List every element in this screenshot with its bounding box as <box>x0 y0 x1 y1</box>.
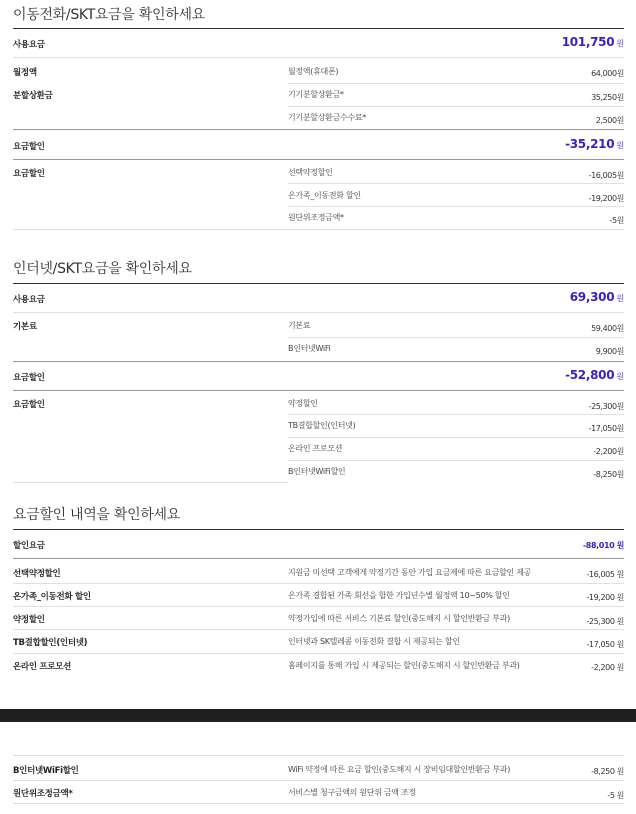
mobile-discount-amount: -5원 <box>609 216 624 225</box>
internet-discount-item: 약정할인 <box>288 399 318 408</box>
divider <box>288 206 624 207</box>
divider <box>288 106 624 107</box>
discount-row-desc: 서비스별 청구금액의 원단위 금액 조정 <box>288 788 416 797</box>
monthly-label: 월정액 <box>13 68 37 78</box>
mobile-discount-sub-label: 요금할인 <box>13 169 45 179</box>
discounts-title: 요금할인 내역을 확인하세요 <box>13 507 180 523</box>
internet-title: 인터넷/SKT요금을 확인하세요 <box>13 261 192 277</box>
divider <box>288 183 624 184</box>
divider <box>288 83 624 84</box>
discount-row-amount: -16,005 원 <box>586 570 624 579</box>
install-amount: 35,250원 <box>591 93 624 102</box>
discount-row-name: 온라인 프로모션 <box>13 662 72 672</box>
internet-discount-amount: -8,250원 <box>593 470 624 479</box>
mobile-usage-label: 사용요금 <box>13 40 45 50</box>
discount-row-amount: -17,050 원 <box>586 640 624 649</box>
divider <box>13 361 624 362</box>
divider <box>13 229 624 230</box>
divider <box>13 312 624 313</box>
divider <box>13 283 624 284</box>
discount-row-desc: 약정가입에 따른 서비스 기본료 할인(중도해지 시 할인반환금 부과) <box>288 614 510 623</box>
discount-row-name: B인터넷WiFi할인 <box>13 766 79 776</box>
mobile-discount-item: 온가족_이동전화 할인 <box>288 191 361 200</box>
internet-discount-item: B인터넷WiFi할인 <box>288 467 346 476</box>
mobile-discount-item: 원단위조정금액* <box>288 213 344 222</box>
discount-row-amount: -5 원 <box>607 791 624 800</box>
discount-row-name: 온가족_이동전화 할인 <box>13 592 91 602</box>
divider <box>288 460 624 461</box>
mobile-discount-label: 요금할인 <box>13 142 45 152</box>
internet-discount-amount: -25,300원 <box>588 402 624 411</box>
mobile-usage-total: 101,750 원 <box>561 35 624 49</box>
mobile-discount-amount: -19,200원 <box>588 194 624 203</box>
mobile-discount-total: -35,210 원 <box>565 137 624 151</box>
divider <box>13 529 624 530</box>
monthly-item: 월정액(휴대폰) <box>288 67 339 76</box>
divider <box>13 780 624 781</box>
base-item: 기본료 <box>288 321 311 330</box>
divider <box>13 653 624 654</box>
discount-row-desc: 홈페이지를 통해 가입 시 제공되는 할인(중도해지 시 할인반환금 부과) <box>288 661 520 670</box>
internet-discount-item: TB결합할인(인터넷) <box>288 421 356 430</box>
base-item: B인터넷WiFi <box>288 344 331 353</box>
internet-discount-label: 요금할인 <box>13 373 45 383</box>
internet-discount-item: 온라인 프로모션 <box>288 444 343 453</box>
internet-discount-amount: -2,200원 <box>593 447 624 456</box>
divider <box>13 803 624 804</box>
discount-row-desc: 지원금 미선택 고객에게 약정기간 동안 가입 요금제에 따른 요금할인 제공 <box>288 568 532 577</box>
divider <box>13 129 624 130</box>
discount-row-name: 선택약정할인 <box>13 569 61 579</box>
discount-row-amount: -19,200 원 <box>586 593 624 602</box>
divider <box>288 337 624 338</box>
divider <box>13 390 624 391</box>
divider <box>13 558 624 559</box>
mobile-title: 이동전화/SKT요금을 확인하세요 <box>13 7 205 23</box>
divider <box>13 629 624 630</box>
base-amount: 59,400원 <box>591 324 624 333</box>
divider <box>13 755 624 756</box>
install-amount: 2,500원 <box>595 116 624 125</box>
mobile-discount-item: 선택약정할인 <box>288 168 333 177</box>
discount-total-amount: -88,010 원 <box>582 541 624 550</box>
internet-usage-total: 69,300 원 <box>569 290 624 304</box>
discount-row-name: TB결합할인(인터넷) <box>13 638 88 648</box>
discount-row-name: 약정할인 <box>13 615 45 625</box>
section-separator-bar <box>0 709 636 722</box>
discount-row-desc: 온가족 결합된 가족 회선을 합한 가입년수별 월정액 10~50% 할인 <box>288 591 510 600</box>
monthly-amount: 64,000원 <box>591 69 624 78</box>
install-item: 기기분할상환금수수료* <box>288 113 366 122</box>
discount-row-desc: WiFi 약정에 따른 요금 할인(중도해지 시 장비임대할인반환금 부과) <box>288 765 511 774</box>
discount-row-desc: 인터넷과 SK텔레콤 이동전화 결합 시 제공되는 할인 <box>288 637 460 646</box>
divider <box>13 606 624 607</box>
discount-row-amount: -25,300 원 <box>586 617 624 626</box>
divider <box>13 583 624 584</box>
internet-discount-amount: -17,050원 <box>588 424 624 433</box>
divider <box>288 414 624 415</box>
divider <box>13 159 624 160</box>
install-item: 기기분할상환금* <box>288 90 344 99</box>
divider <box>13 57 624 58</box>
base-amount: 9,900원 <box>595 347 624 356</box>
discount-row-amount: -2,200 원 <box>591 663 624 672</box>
divider <box>288 437 624 438</box>
internet-discount-sub-label: 요금할인 <box>13 400 45 410</box>
mobile-discount-amount: -16,005원 <box>588 171 624 180</box>
discount-row-name: 원단위조정금액* <box>13 789 73 799</box>
internet-usage-label: 사용요금 <box>13 295 45 305</box>
discount-row-amount: -8,250 원 <box>591 767 624 776</box>
discount-total-label: 할인요금 <box>13 541 45 551</box>
internet-discount-total: -52,800 원 <box>565 368 624 382</box>
base-label: 기본료 <box>13 322 37 332</box>
divider <box>13 482 288 483</box>
install-label: 분할상환금 <box>13 91 53 101</box>
divider <box>13 28 624 29</box>
